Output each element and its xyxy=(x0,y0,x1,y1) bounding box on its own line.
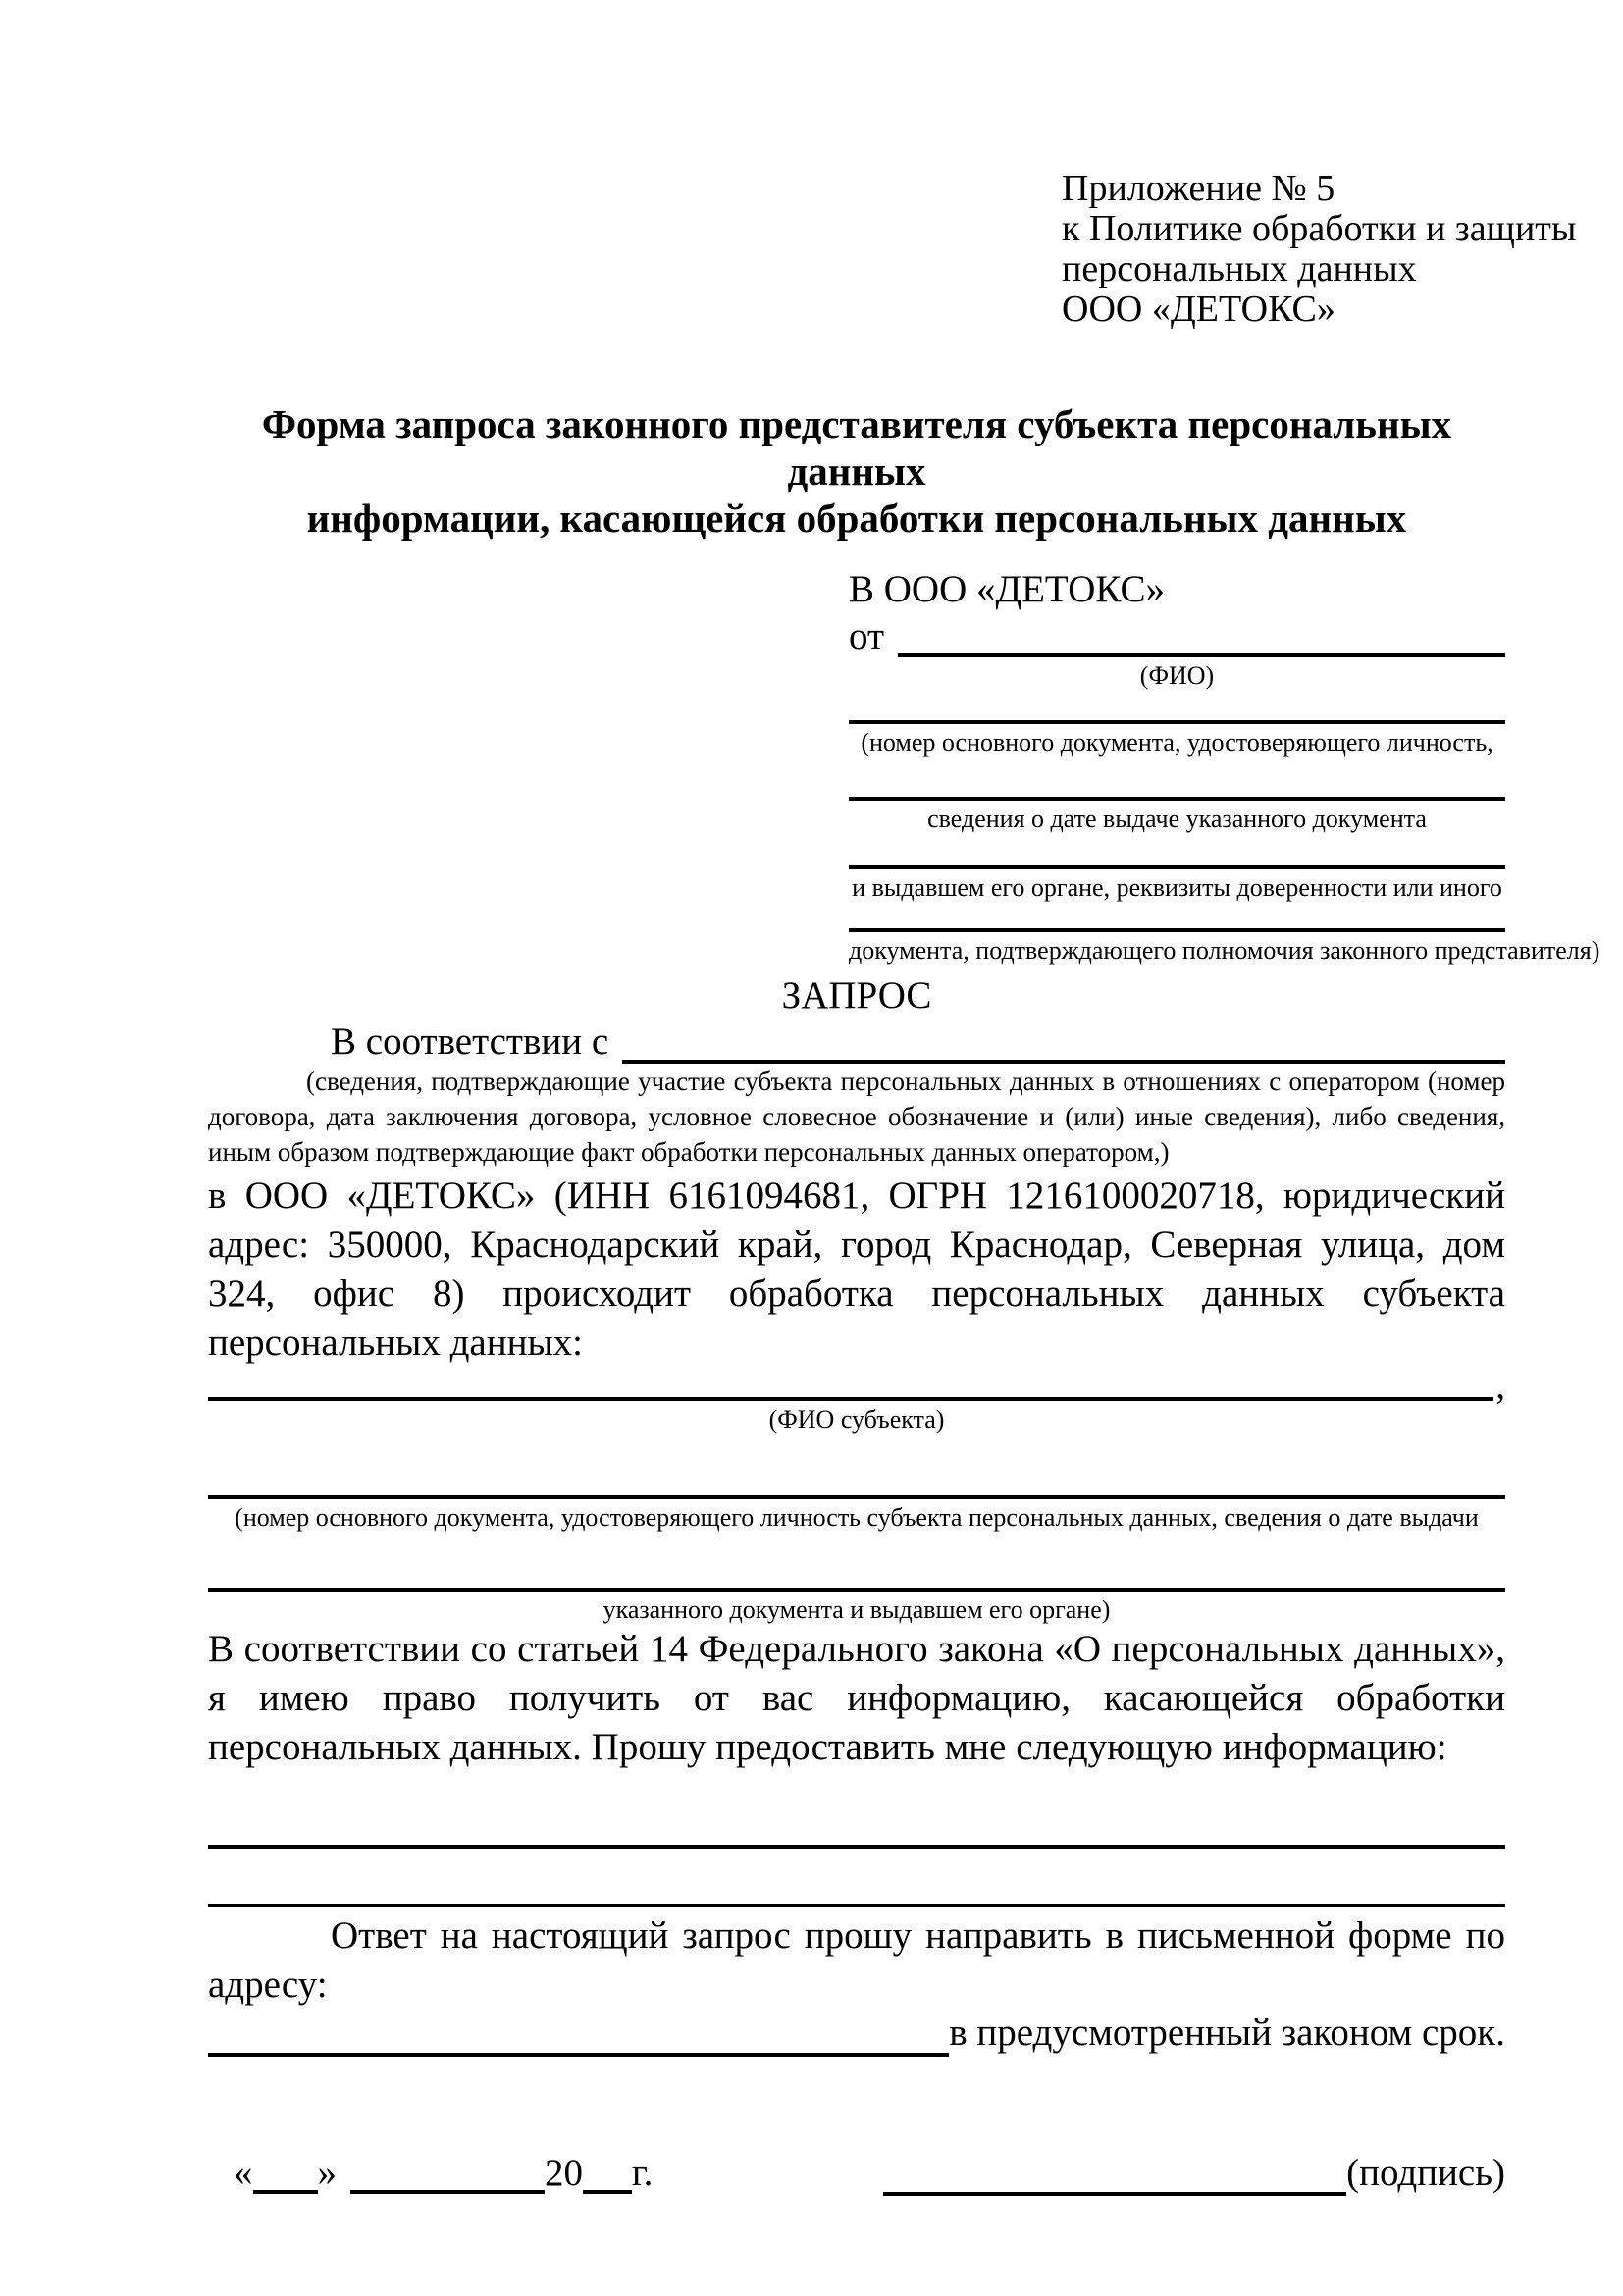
id-doc-field-group xyxy=(849,903,1600,965)
from-fill-line xyxy=(898,616,1505,657)
date-year-prefix: 20 xyxy=(545,2152,583,2194)
subject-fio-caption: (ФИО субъекта) xyxy=(768,1405,945,1434)
annex-note xyxy=(1062,168,1577,330)
subject-fio-field-row xyxy=(208,1365,1505,1407)
annex-note-line: ООО «ДЕТОКС» xyxy=(1062,288,1335,330)
id-doc-fill-line xyxy=(849,903,1505,932)
date-month-fill-line xyxy=(350,2153,545,2194)
annex-note-line: Приложение № 5 xyxy=(1062,168,1335,209)
addressee-block xyxy=(849,568,1600,965)
id-doc-field-group xyxy=(849,691,1505,757)
reply-sentence: Ответ на настоящий запрос прошу направить в письменной форме по адресу: xyxy=(208,1914,1505,2006)
operator-paragraph: в ООО «ДЕТОКС» (ИНН 6161094681, ОГРН 1216100020718, юридический адрес: 350000, Краснодарский край, город Краснодар, Северная улица, дом 324, офис 8) происходит обработка персональных данных субъекта персональных данных: xyxy=(208,1174,1505,1364)
signature-caption: (подпись) xyxy=(1346,2152,1505,2194)
fio-caption: (ФИО) xyxy=(1139,661,1215,690)
id-doc-field-group xyxy=(849,757,1505,834)
from-label: от xyxy=(849,615,885,657)
from-field-row xyxy=(849,616,1505,657)
accordance-label: В соответствии с xyxy=(331,1020,609,1063)
id-doc-fill-line xyxy=(849,691,1505,724)
date-quote-close: » xyxy=(317,2152,337,2194)
form-title-line-1: Форма запроса законного представителя субъекта персональных данных xyxy=(261,401,1452,494)
id-doc-caption: документа, подтверждающего полномочия законного представителя) xyxy=(849,936,1600,965)
request-heading: ЗАПРОС xyxy=(781,974,932,1017)
annex-note-line: к Политике обработки и защиты xyxy=(1062,208,1577,249)
reply-tail-text: в предусмотренный законом срок. xyxy=(949,2011,1505,2054)
info-fill-line xyxy=(208,1805,1505,1849)
accordance-field-row xyxy=(208,1018,1505,1064)
date-year-suffix: г. xyxy=(632,2152,654,2194)
id-doc-caption: (номер основного документа, удостоверяющего личность, xyxy=(861,728,1493,757)
accordance-caption: (сведения, подтверждающие участие субъекта персональных данных в отношениях с оператором (номер договора, дата заключения договора, условное словесное обозначение и (или) иные сведения), либо сведения, иным образом подтверждающие факт обработки персональных данных оператором,) xyxy=(208,1067,1505,1167)
id-doc-caption: и выдавшем его органе, реквизиты доверенности или иного xyxy=(852,873,1502,902)
info-fill-line xyxy=(208,1864,1505,1907)
reply-address-fill-line xyxy=(208,2009,949,2057)
accordance-fill-line xyxy=(622,1022,1505,1064)
law-paragraph: В соответствии со статьей 14 Федерального закона «О персональных данных», я имею право получить от вас информацию, касающейся обработки персональных данных. Прошу предоставить мне следующую информацию: xyxy=(208,1628,1505,1768)
id-doc-fill-line xyxy=(849,834,1505,869)
annex-note-line: персональных данных xyxy=(1062,248,1417,289)
reply-address-row xyxy=(208,2009,1505,2057)
date-field xyxy=(234,2151,653,2196)
subject-doc-caption-1: (номер основного документа, удостоверяющего личность субъекта персональных данных, сведения о дате выдачи xyxy=(235,1503,1479,1532)
date-day-fill-line xyxy=(253,2153,318,2194)
subject-fio-comma: , xyxy=(1495,1365,1505,1407)
signature-fill-line xyxy=(883,2153,1346,2196)
subject-fio-fill-line xyxy=(208,1360,1493,1401)
date-quote-open: « xyxy=(234,2152,253,2194)
form-title xyxy=(208,400,1505,542)
subject-doc-caption-2: указанного документа и выдавшем его органе) xyxy=(602,1595,1111,1624)
subject-doc-fill-line xyxy=(208,1556,1505,1592)
id-doc-field-group xyxy=(849,834,1505,903)
form-title-line-2: информации, касающейся обработки персональных данных xyxy=(306,496,1407,541)
id-doc-caption: сведения о дате выдаче указанного документа xyxy=(927,805,1427,833)
footer-row xyxy=(208,2151,1505,2196)
subject-doc-fill-line xyxy=(208,1460,1505,1499)
addressee-org: В ООО «ДЕТОКС» xyxy=(849,568,1165,610)
id-doc-fill-line xyxy=(849,757,1505,801)
signature-field xyxy=(883,2151,1505,2196)
date-year-fill-line xyxy=(583,2153,632,2194)
